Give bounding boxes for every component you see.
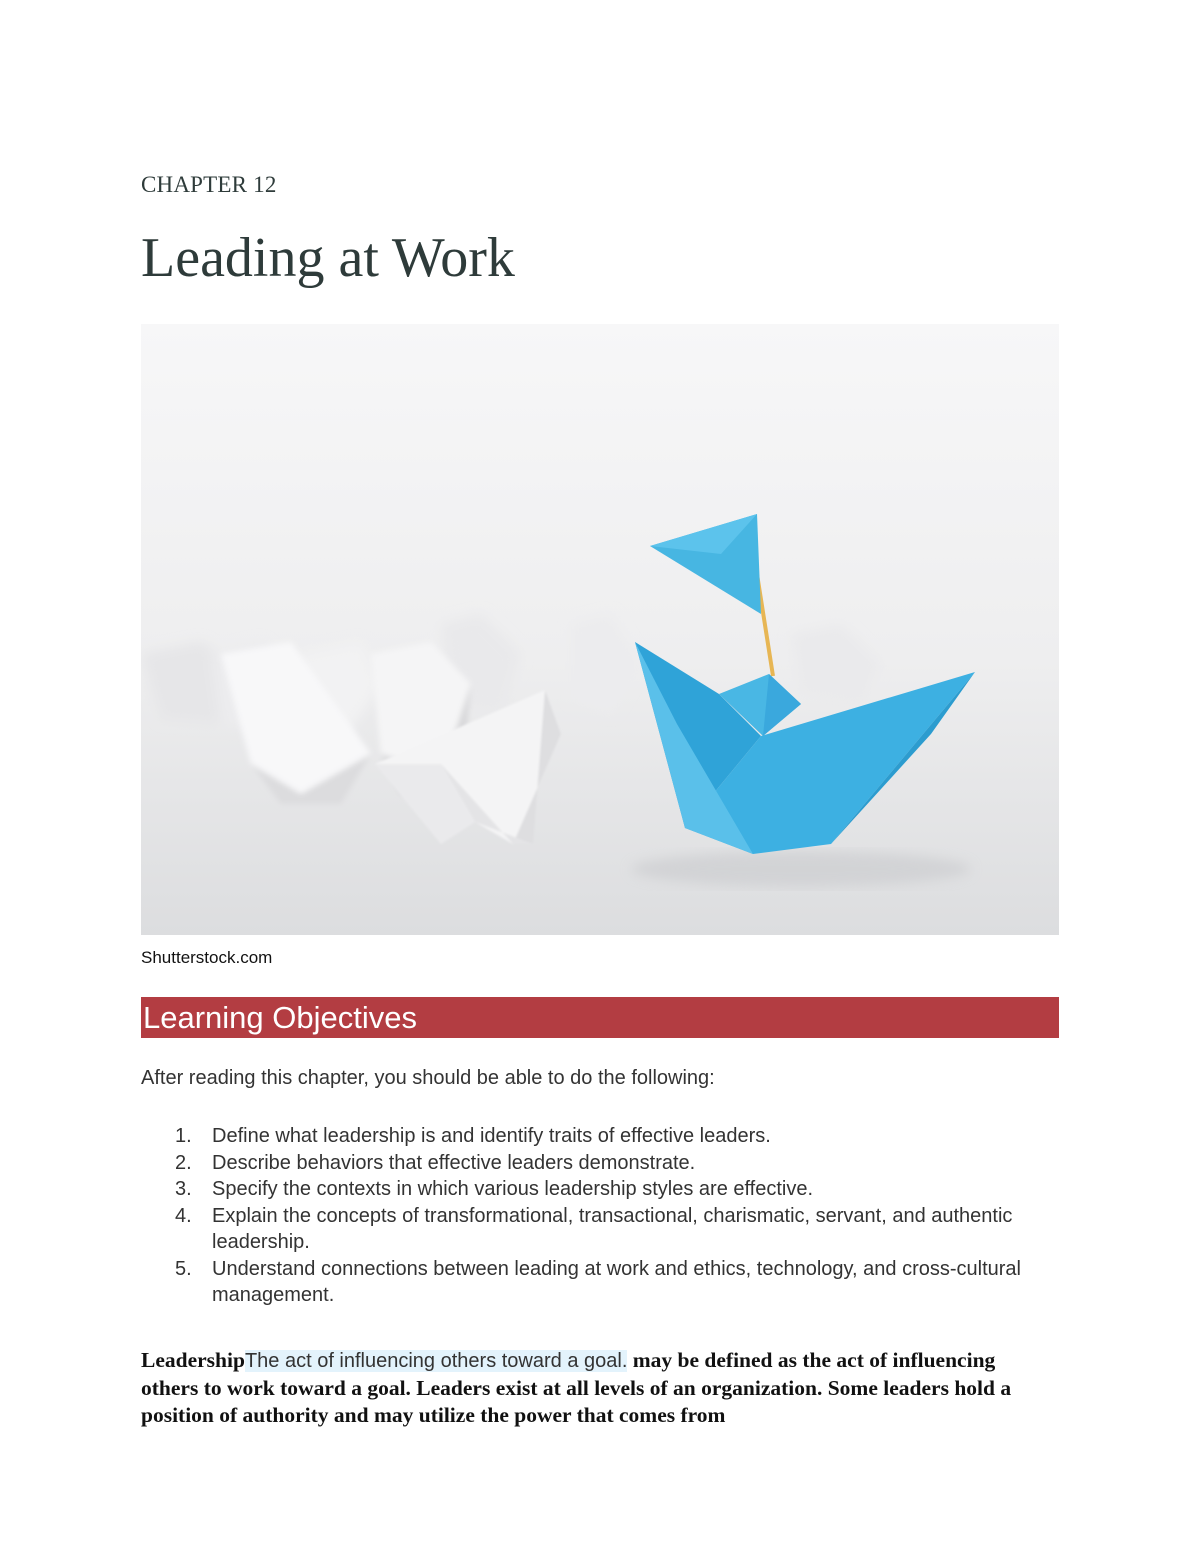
- objective-item: [141, 1150, 1059, 1177]
- paper-boats-illustration: [141, 324, 1059, 935]
- photo-credit: Shutterstock.com: [141, 948, 273, 967]
- objectives-intro: After reading this chapter, you should be able to do the following:: [141, 1067, 715, 1089]
- objective-number: 1.: [175, 1125, 192, 1147]
- objective-text: Understand connections between leading at work and ethics, technology, and cross-cultural management.: [212, 1257, 1021, 1306]
- body-text: may be defined as the act of influencing others to work toward a goal. Leaders exist at all levels of an organization. Some leaders hold a position of authority and may utilize the power that comes from: [141, 1347, 1012, 1427]
- chapter-photo: [141, 324, 1059, 935]
- objective-text: Describe behaviors that effective leaders demonstrate.: [212, 1151, 696, 1174]
- objectives-list: [141, 1123, 1059, 1309]
- objective-number: 2.: [175, 1151, 192, 1174]
- objective-text: Specify the contexts in which various leadership styles are effective.: [212, 1178, 814, 1200]
- section-heading-bar: [141, 997, 1059, 1038]
- key-term: Leadership: [141, 1347, 245, 1372]
- objective-item: [141, 1203, 1059, 1256]
- body-paragraph: [141, 1347, 1041, 1429]
- glossary-definition[interactable]: The act of influencing others toward a goal.: [244, 1349, 628, 1372]
- objective-number: 4.: [175, 1204, 192, 1227]
- objective-item: [141, 1176, 1059, 1203]
- objective-item: [141, 1256, 1059, 1309]
- objective-text: Define what leadership is and identify traits of effective leaders.: [212, 1125, 771, 1147]
- objective-number: 3.: [175, 1178, 192, 1200]
- chapter-label: CHAPTER 12: [141, 172, 277, 197]
- chapter-title: Leading at Work: [141, 227, 515, 289]
- section-heading: Learning Objectives: [143, 1000, 417, 1035]
- objective-number: 5.: [175, 1257, 192, 1280]
- objective-item: [141, 1123, 1059, 1150]
- objective-text: Explain the concepts of transformational, transactional, charismatic, servant, and authentic leadership.: [212, 1204, 1013, 1253]
